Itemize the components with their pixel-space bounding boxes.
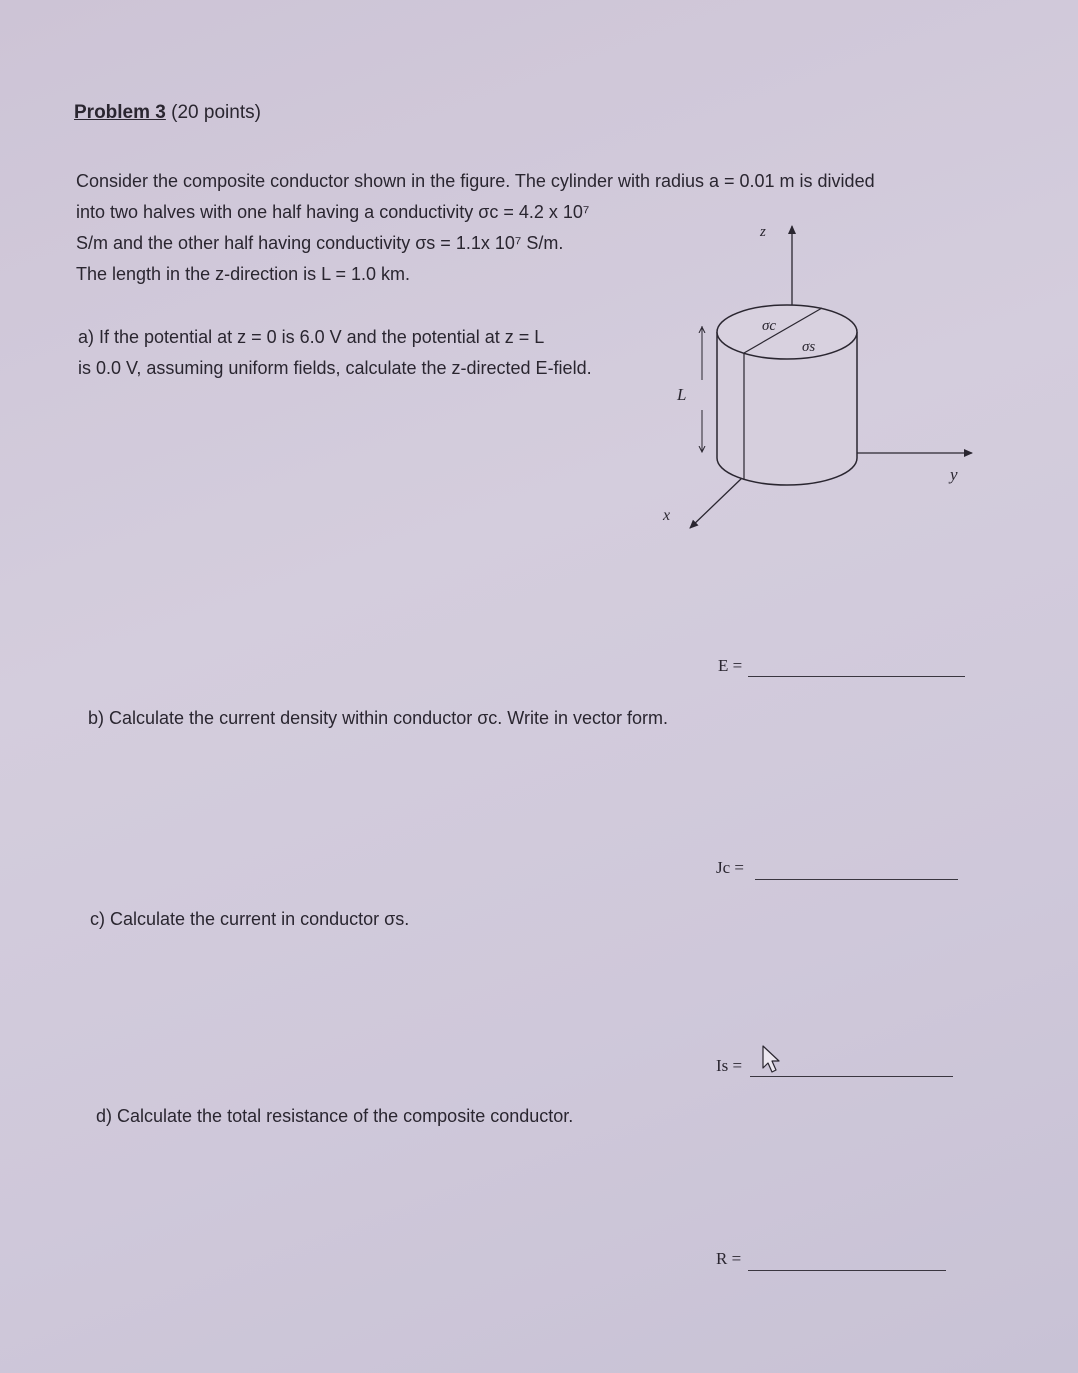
- intro-line-3: S/m and the other half having conductivity σs = 1.1x 10⁷ S/m.: [76, 233, 564, 253]
- is-answer-line[interactable]: [750, 1076, 953, 1077]
- length-label: L: [677, 385, 687, 404]
- jc-answer-line[interactable]: [755, 879, 958, 880]
- z-label: z: [760, 224, 766, 240]
- part-a-line-2: is 0.0 V, assuming uniform fields, calculate the z-directed E-field.: [78, 358, 592, 378]
- part-d-question: d) Calculate the total resistance of the composite conductor.: [96, 1106, 574, 1126]
- jc-answer-label: Jc =: [716, 858, 744, 877]
- x-axis: [690, 478, 742, 528]
- cursor-icon: [758, 1044, 788, 1074]
- y-label: y: [950, 465, 958, 484]
- problem-header: [74, 102, 261, 124]
- part-b-question: b) Calculate the current density within conductor σc. Write in vector form.: [88, 708, 669, 728]
- intro-line-1: Consider the composite conductor shown in the figure. The cylinder with radius a = 0.01 m is divided: [76, 171, 875, 191]
- problem-points: (20 points): [171, 102, 261, 123]
- part-c-question: c) Calculate the current in conductor σs.: [90, 909, 410, 929]
- r-answer-label: R =: [716, 1249, 742, 1268]
- problem-number: Problem 3: [74, 102, 166, 123]
- sigma-s-label: σs: [802, 339, 816, 355]
- part-a-question: [78, 322, 592, 384]
- cylinder-top: [717, 305, 857, 359]
- intro-line-2: into two halves with one half having a conductivity σc = 4.2 x 10⁷: [76, 202, 590, 222]
- sigma-c-label: σc: [762, 318, 777, 334]
- part-a-line-1: a) If the potential at z = 0 is 6.0 V and the potential at z = L: [78, 327, 545, 347]
- r-answer-line[interactable]: [748, 1270, 946, 1271]
- is-answer-label: Is =: [716, 1056, 743, 1075]
- x-label: x: [663, 507, 671, 524]
- cylinder-figure: [650, 210, 980, 540]
- intro-line-4: The length in the z-direction is L = 1.0 km.: [76, 264, 411, 284]
- e-answer-label: E =: [718, 656, 743, 675]
- e-answer-line[interactable]: [748, 676, 965, 677]
